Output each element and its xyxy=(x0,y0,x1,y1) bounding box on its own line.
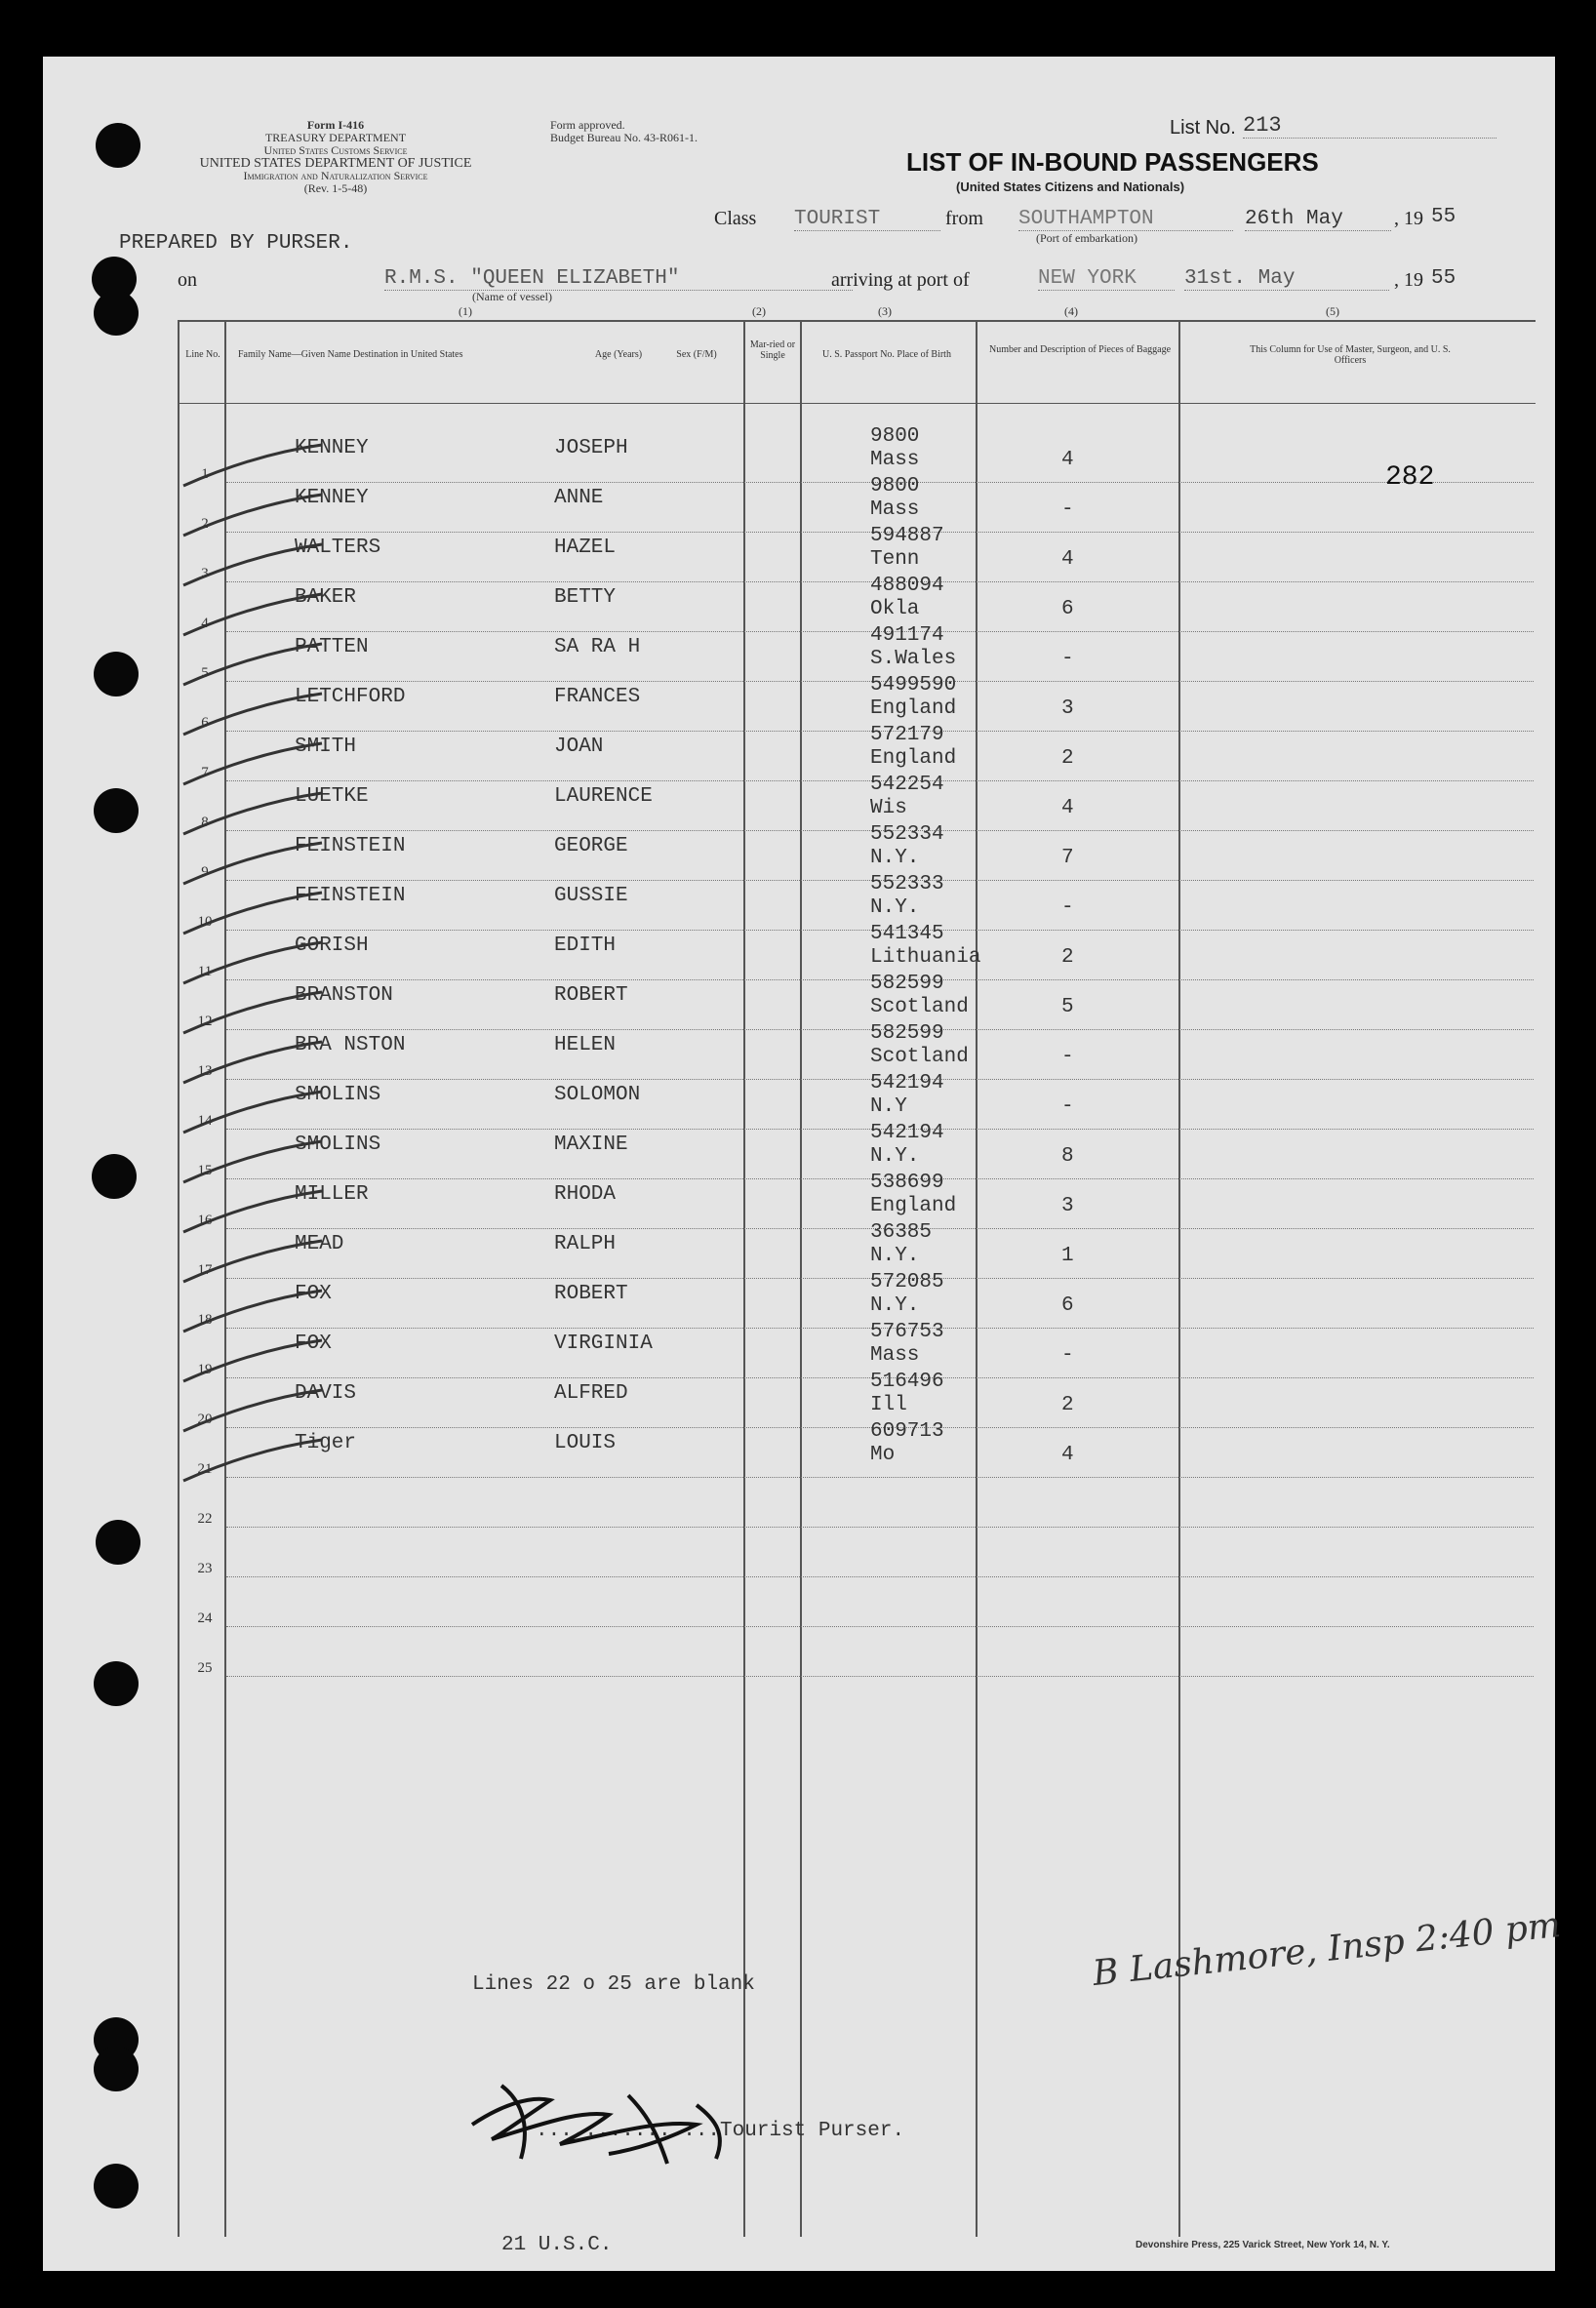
from-port-value: SOUTHAMPTON xyxy=(1018,208,1233,231)
baggage-count: 4 xyxy=(1061,797,1074,819)
check-mark-icon xyxy=(180,839,326,888)
vessel-caption: (Name of vessel) xyxy=(472,290,552,303)
row-rule xyxy=(226,1477,1534,1478)
family-name: FOX xyxy=(295,1333,332,1355)
line-number: 17 xyxy=(197,1262,213,1278)
col-num-5: (5) xyxy=(1326,304,1339,318)
given-name: JOSEPH xyxy=(554,437,628,459)
check-mark-icon xyxy=(180,441,326,490)
baggage-count: 3 xyxy=(1061,697,1074,720)
passport-number: 582599 xyxy=(870,1022,944,1045)
family-name: LUETKE xyxy=(295,785,369,808)
check-mark-icon xyxy=(180,1436,326,1485)
baggage-count: 4 xyxy=(1061,1444,1074,1466)
place-of-birth: N.Y. xyxy=(870,896,920,919)
dept-treasury-sub: United States Customs Service xyxy=(263,143,408,157)
from-date-value: 26th May xyxy=(1245,208,1391,231)
check-mark-icon xyxy=(180,1137,326,1186)
line-number: 8 xyxy=(201,815,209,830)
from-label: from xyxy=(945,208,983,229)
place-of-birth: Mass xyxy=(870,498,920,521)
line-number: 18 xyxy=(197,1312,213,1328)
given-name: SOLOMON xyxy=(554,1084,641,1106)
given-name: GEORGE xyxy=(554,835,628,857)
baggage-count: - xyxy=(1061,1095,1074,1118)
year-prefix: , 19 xyxy=(1394,208,1423,229)
line-number: 20 xyxy=(197,1412,213,1427)
list-number-value: 213 xyxy=(1243,113,1496,139)
baggage-count: 4 xyxy=(1061,548,1074,571)
col-header-baggage: Number and Description of Pieces of Baggage xyxy=(988,344,1172,355)
place-of-birth: England xyxy=(870,1195,957,1217)
check-mark-icon xyxy=(180,1187,326,1236)
year-value-1: 55 xyxy=(1431,206,1456,228)
line-number: 5 xyxy=(201,665,209,681)
place-of-birth: S.Wales xyxy=(870,648,957,670)
form-issuer-block xyxy=(170,119,501,195)
line-number: 21 xyxy=(197,1461,213,1477)
line-number: 23 xyxy=(197,1561,213,1576)
passport-number: 542194 xyxy=(870,1072,944,1094)
passport-number: 36385 xyxy=(870,1221,933,1244)
line-number: 22 xyxy=(197,1511,213,1527)
line-number: 3 xyxy=(201,566,209,581)
arriving-label: arriving at port of xyxy=(831,269,970,291)
given-name: EDITH xyxy=(554,935,617,957)
place-of-birth: Okla xyxy=(870,598,920,620)
form-approved: Form approved. xyxy=(550,118,625,132)
given-name: ROBERT xyxy=(554,1283,628,1305)
baggage-count: - xyxy=(1061,648,1074,670)
given-name: RALPH xyxy=(554,1233,617,1255)
baggage-count: 7 xyxy=(1061,847,1074,869)
family-name: SMOLINS xyxy=(295,1134,381,1156)
place-of-birth: Lithuania xyxy=(870,946,981,969)
line-number: 12 xyxy=(197,1014,213,1029)
baggage-count: 8 xyxy=(1061,1145,1074,1168)
line-number: 19 xyxy=(197,1362,213,1377)
arrival-port: NEW YORK xyxy=(1038,267,1175,291)
place-of-birth: Mass xyxy=(870,449,920,471)
punch-hole xyxy=(94,291,139,336)
check-mark-icon xyxy=(180,540,326,589)
place-of-birth: N.Y. xyxy=(870,1245,920,1267)
header-bottom-rule xyxy=(180,403,1536,404)
family-name: SMOLINS xyxy=(295,1084,381,1106)
place-of-birth: England xyxy=(870,697,957,720)
baggage-count: 2 xyxy=(1061,747,1074,770)
passenger-manifest-page xyxy=(43,57,1563,2271)
line-number: 4 xyxy=(201,616,209,631)
line-number: 14 xyxy=(197,1113,213,1129)
place-of-birth: Mass xyxy=(870,1344,920,1367)
family-name: BRANSTON xyxy=(295,984,393,1007)
budget-bureau: Budget Bureau No. 43-R061-1. xyxy=(550,131,698,144)
line-number: 1 xyxy=(201,466,209,482)
passport-number: 538699 xyxy=(870,1172,944,1194)
line-number: 25 xyxy=(197,1660,213,1676)
place-of-birth: N.Y. xyxy=(870,847,920,869)
year-value-2: 55 xyxy=(1431,267,1456,290)
line-number: 10 xyxy=(197,914,213,930)
line-number: 24 xyxy=(197,1611,213,1626)
form-revision: (Rev. 1-5-48) xyxy=(303,181,368,195)
page-subtitle: (United States Citizens and Nationals) xyxy=(956,179,1185,194)
given-name: LOUIS xyxy=(554,1432,617,1454)
passport-number: 5499590 xyxy=(870,674,957,696)
passport-number: 9800 xyxy=(870,425,920,448)
check-mark-icon xyxy=(180,739,326,788)
baggage-count: 6 xyxy=(1061,598,1074,620)
punch-hole xyxy=(92,1154,137,1199)
baggage-count: 2 xyxy=(1061,946,1074,969)
line-number: 9 xyxy=(201,864,209,880)
family-name: BRA NSTON xyxy=(295,1034,406,1056)
dept-justice-sub: Immigration and Naturalization Service xyxy=(243,169,428,182)
col-header-name: Family Name—Given Name Destination in United States xyxy=(238,349,463,360)
baggage-count: 3 xyxy=(1061,1195,1074,1217)
check-mark-icon xyxy=(180,690,326,738)
blank-lines-note: Lines 22 o 25 are blank xyxy=(472,1973,755,1996)
family-name: WALTERS xyxy=(295,537,381,559)
passport-number: 572179 xyxy=(870,724,944,746)
line-number: 6 xyxy=(201,715,209,731)
col-header-passport: U. S. Passport No. Place of Birth xyxy=(822,349,951,360)
family-name: KENNEY xyxy=(295,437,369,459)
baggage-count: - xyxy=(1061,896,1074,919)
given-name: LAURENCE xyxy=(554,785,653,808)
passport-number: 9800 xyxy=(870,475,920,497)
col-header-age: Age (Years) xyxy=(594,349,643,360)
table-top-rule xyxy=(180,320,1536,322)
passport-number: 542194 xyxy=(870,1122,944,1144)
family-name: FEINSTEIN xyxy=(295,885,406,907)
passport-number: 582599 xyxy=(870,973,944,995)
dept-justice: UNITED STATES DEPARTMENT OF JUSTICE xyxy=(199,156,472,171)
family-name: FEINSTEIN xyxy=(295,835,406,857)
check-mark-icon xyxy=(180,1336,326,1385)
passport-number: 572085 xyxy=(870,1271,944,1293)
line-number: 7 xyxy=(201,765,209,780)
approval-block xyxy=(550,119,698,144)
given-name: MAXINE xyxy=(554,1134,628,1156)
place-of-birth: N.Y. xyxy=(870,1145,920,1168)
family-name: BAKER xyxy=(295,586,357,609)
officer-note: 282 xyxy=(1385,462,1435,493)
check-mark-icon xyxy=(180,590,326,639)
place-of-birth: Tenn xyxy=(870,548,920,571)
given-name: GUSSIE xyxy=(554,885,628,907)
col-header-officers: This Column for Use of Master, Surgeon, and U. S. Officers xyxy=(1250,344,1451,366)
col-num-2: (2) xyxy=(752,304,766,318)
passport-number: 541345 xyxy=(870,923,944,945)
passport-number: 552333 xyxy=(870,873,944,895)
punch-hole xyxy=(94,1661,139,1706)
passport-number: 576753 xyxy=(870,1321,944,1343)
punch-hole xyxy=(96,1520,140,1565)
given-name: VIRGINIA xyxy=(554,1333,653,1355)
punch-hole xyxy=(94,2164,139,2209)
inspector-handwritten-note: B Lashmore, Insp 2:40 pm xyxy=(1091,1904,1563,1995)
check-mark-icon xyxy=(180,938,326,987)
class-value: TOURIST xyxy=(794,208,940,231)
footer-printer: Devonshire Press, 225 Varick Street, New York 14, N. Y. xyxy=(1136,2240,1390,2250)
line-number: 13 xyxy=(197,1063,213,1079)
check-mark-icon xyxy=(180,1386,326,1435)
purser-signature xyxy=(462,2066,784,2173)
baggage-count: 6 xyxy=(1061,1294,1074,1317)
given-name: ANNE xyxy=(554,487,604,509)
baggage-count: 4 xyxy=(1061,449,1074,471)
col-num-3: (3) xyxy=(878,304,892,318)
passport-number: 542254 xyxy=(870,774,944,796)
punch-hole xyxy=(96,123,140,168)
given-name: FRANCES xyxy=(554,686,641,708)
place-of-birth: N.Y xyxy=(870,1095,907,1118)
baggage-count: - xyxy=(1061,1344,1074,1367)
place-of-birth: N.Y. xyxy=(870,1294,920,1317)
passport-number: 594887 xyxy=(870,525,944,547)
baggage-count: 1 xyxy=(1061,1245,1074,1267)
punch-hole xyxy=(94,2047,139,2091)
place-of-birth: Ill xyxy=(870,1394,907,1416)
prepared-by: PREPARED BY PURSER. xyxy=(119,232,353,255)
baggage-count: - xyxy=(1061,1046,1074,1068)
footer-statute: 21 U.S.C. xyxy=(501,2234,613,2256)
passport-number: 516496 xyxy=(870,1371,944,1393)
family-name: Tiger xyxy=(295,1432,357,1454)
baggage-count: 2 xyxy=(1061,1394,1074,1416)
given-name: BETTY xyxy=(554,586,617,609)
place-of-birth: Scotland xyxy=(870,996,969,1018)
given-name: HELEN xyxy=(554,1034,617,1056)
given-name: ROBERT xyxy=(554,984,628,1007)
given-name: RHODA xyxy=(554,1183,617,1206)
check-mark-icon xyxy=(180,988,326,1037)
passport-number: 609713 xyxy=(870,1420,944,1443)
line-number: 15 xyxy=(197,1163,213,1178)
punch-hole xyxy=(94,652,139,696)
class-label: Class xyxy=(714,208,757,229)
row-rule xyxy=(226,1576,1534,1577)
passport-number: 552334 xyxy=(870,823,944,846)
dept-treasury: TREASURY DEPARTMENT xyxy=(264,131,407,144)
place-of-birth: Scotland xyxy=(870,1046,969,1068)
given-name: HAZEL xyxy=(554,537,617,559)
place-of-birth: Mo xyxy=(870,1444,896,1466)
family-name: PATTEN xyxy=(295,636,369,658)
col-num-1: (1) xyxy=(459,304,472,318)
on-label: on xyxy=(178,269,197,291)
family-name: KENNEY xyxy=(295,487,369,509)
place-of-birth: England xyxy=(870,747,957,770)
check-mark-icon xyxy=(180,1237,326,1286)
port-embark-caption: (Port of embarkation) xyxy=(1036,231,1137,245)
purser-signature-line: ...............Tourist Purser. xyxy=(536,2120,905,2142)
family-name: DAVIS xyxy=(295,1382,357,1405)
line-number: 2 xyxy=(201,516,209,532)
row-rule xyxy=(226,1676,1534,1677)
year-prefix-2: , 19 xyxy=(1394,269,1423,291)
check-mark-icon xyxy=(180,1088,326,1136)
line-number: 11 xyxy=(197,964,213,979)
form-number: Form I-416 xyxy=(306,118,365,132)
passport-number: 488094 xyxy=(870,575,944,597)
page-title: LIST OF IN-BOUND PASSENGERS xyxy=(906,147,1319,177)
family-name: LETCHFORD xyxy=(295,686,406,708)
punch-hole xyxy=(94,788,139,833)
check-mark-icon xyxy=(180,789,326,838)
arrival-date: 31st. May xyxy=(1184,267,1389,291)
check-mark-icon xyxy=(180,1038,326,1087)
row-rule xyxy=(226,1527,1534,1528)
check-mark-icon xyxy=(180,889,326,937)
given-name: SA RA H xyxy=(554,636,641,658)
family-name: MEAD xyxy=(295,1233,344,1255)
check-mark-icon xyxy=(180,491,326,539)
check-mark-icon xyxy=(180,1287,326,1335)
row-rule xyxy=(226,1626,1534,1627)
baggage-count: 5 xyxy=(1061,996,1074,1018)
baggage-count: - xyxy=(1061,498,1074,521)
col-header-sex: Sex (F/M) xyxy=(676,349,717,360)
check-mark-icon xyxy=(180,640,326,689)
passport-number: 491174 xyxy=(870,624,944,647)
list-number-label: List No. xyxy=(1170,117,1236,139)
col-num-4: (4) xyxy=(1064,304,1078,318)
col-header-married: Mar-ried or Single xyxy=(749,339,796,361)
family-name: SMITH xyxy=(295,736,357,758)
place-of-birth: Wis xyxy=(870,797,907,819)
col-header-line-no: Line No. xyxy=(185,349,220,360)
given-name: ALFRED xyxy=(554,1382,628,1405)
vessel-name: R.M.S. "QUEEN ELIZABETH" xyxy=(384,267,853,291)
family-name: MILLER xyxy=(295,1183,369,1206)
family-name: FOX xyxy=(295,1283,332,1305)
family-name: GORISH xyxy=(295,935,369,957)
line-number: 16 xyxy=(197,1213,213,1228)
given-name: JOAN xyxy=(554,736,604,758)
